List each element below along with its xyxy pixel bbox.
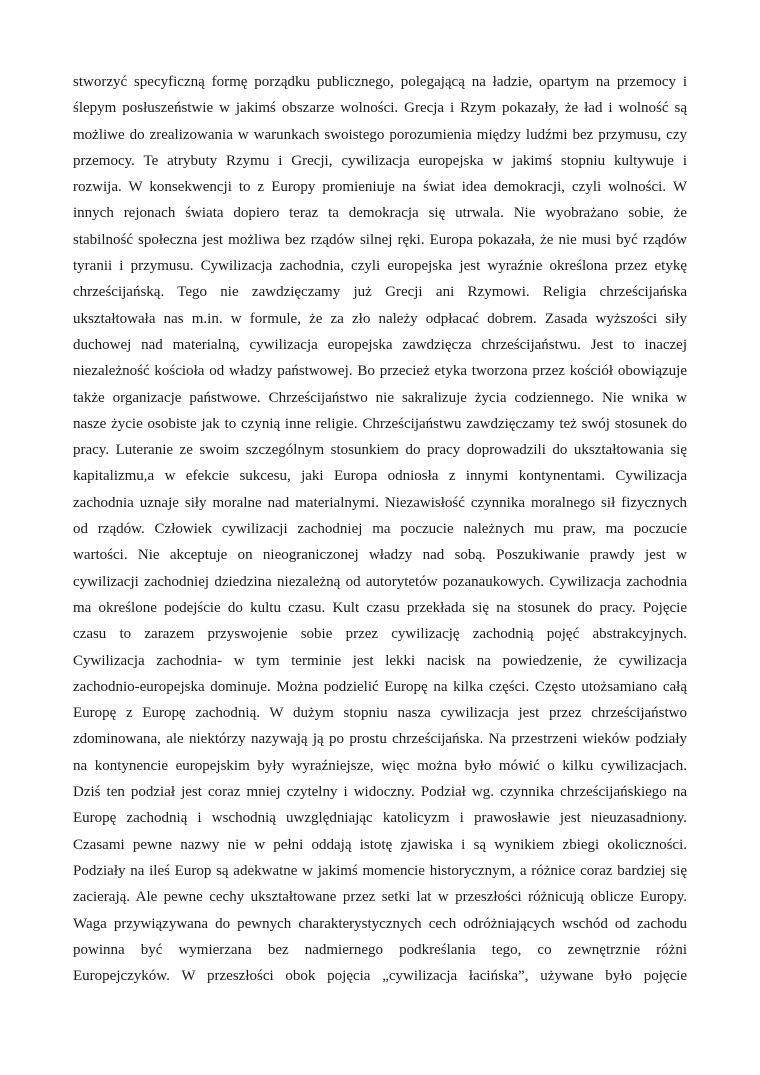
text-line: kapitalizmu,a w efekcie sukcesu, jaki Europa odniosła z innymi kontynentami. Cywilizacja [73,468,687,485]
text-line: chrześcijańską. Tego nie zawdzięczamy już Grecji ani Rzymowi. Religia chrześcijańska [73,284,687,301]
text-line: tyranii i przymusu. Cywilizacja zachodnia, czyli europejska jest wyraźnie określona przez etykę [73,258,687,275]
text-line: od rządów. Człowiek cywilizacji zachodniej ma poczucie należnych mu praw, ma poczucie [73,521,687,538]
text-line: Podziały na ileś Europ są adekwatne w jakimś momencie historycznym, a różnice coraz bardziej się [73,862,687,879]
text-line: Cywilizacja zachodnia- w tym terminie jest lekki nacisk na powiedzenie, że cywilizacja [73,652,687,669]
text-line: ślepym posłuszeństwie w jakimś obszarze wolności. Grecja i Rzym pokazały, że ład i wolność są [73,100,687,117]
text-line: wartości. Nie akceptuje on nieograniczonej władzy nad sobą. Poszukiwanie prawdy jest w [73,547,687,564]
text-line: pracy. Luteranie ze swoim szczególnym stosunkiem do pracy doprowadzili do ukształtowania się [73,442,687,459]
text-line: Dziś ten podział jest coraz mniej czytelny i widoczny. Podział wg. czynnika chrześcijańskiego na [73,784,687,801]
text-line: zachodnio-europejska dominuje. Można podzielić Europę na kilka części. Często utożsamiano całą [73,678,687,695]
text-line: niezależność kościoła od władzy państwowej. Bo przecież etyka tworzona przez kościół obowiązuje [73,363,687,380]
text-line: stworzyć specyficzną formę porządku publicznego, polegającą na ładzie, opartym na przemocy i [73,74,687,90]
text-line: powinna być wymierzana bez nadmiernego podkreślania tego, co zewnętrznie różni [73,941,687,958]
text-line: także organizacje państwowe. Chrześcijaństwo nie sakralizuje życia codziennego. Nie wnika w [73,389,687,406]
text-line: innych rejonach świata dopiero teraz ta demokracja się utrwala. Nie wyobrażano sobie, że [73,205,687,222]
text-line: duchowej nad materialną, cywilizacja europejska zawdzięcza chrześcijaństwu. Jest to inaczej [73,336,687,353]
text-line: Waga przywiązywana do pewnych charakterystycznych cech odróżniających wschód od zachodu [73,915,687,932]
text-line: nasze życie osobiste jak to czynią inne religie. Chrześcijaństwu zawdzięczamy też swój stosunek do [73,415,687,432]
text-line: możliwe do zrealizowania w warunkach swoistego porozumienia między ludźmi bez przymusu, czy [73,126,687,143]
text-line: czasu to zarazem przyswojenie sobie przez cywilizację zachodnią pojęć abstrakcyjnych. [73,626,687,643]
text-line: zacierają. Ale pewne cechy ukształtowane przez setki lat w przeszłości różnicują oblicze Europy. [73,889,687,906]
text-line: zdominowana, ale niektórzy nazywają ją po prostu chrześcijańska. Na przestrzeni wieków podziały [73,731,687,748]
text-line: Europę z Europę zachodnią. W dużym stopniu nasza cywilizacja jest przez chrześcijaństwo [73,705,687,722]
text-line: Europejczyków. W przeszłości obok pojęcia „cywilizacja łacińska”, używane było pojęcie [73,968,687,985]
text-line: cywilizacji zachodniej dziedzina niezależną od autorytetów pozanaukowych. Cywilizacja zachodnia [73,573,687,590]
text-line: ma określone podejście do kultu czasu. Kult czasu przekłada się na stosunek do pracy. Pojęcie [73,599,687,616]
text-line: ukształtowała nas m.in. w formule, że za zło należy odpłacać dobrem. Zasada wyższości siły [73,310,687,327]
text-line: Czasami pewne nazwy nie w pełni oddają istotę zjawiska i są wynikiem zbiegi okoliczności. [73,836,687,853]
text-line: Europę zachodnią i wschodnią uwzględniając katolicyzm i prawosławie jest nieuzasadniony. [73,810,687,827]
body-text [73,69,687,989]
text-line: rozwija. W konsekwencji to z Europy promieniuje na świat idea demokracji, czyli wolności. W [73,179,687,196]
text-line: na kontynencie europejskim były wyraźniejsze, więc można było mówić o kilku cywilizacjach. [73,757,687,774]
text-line: zachodnia uznaje siły moralne nad materialnymi. Niezawisłość czynnika moralnego sił fizycznych [73,494,687,511]
text-line: przemocy. Te atrybuty Rzymu i Grecji, cywilizacja europejska w jakimś stopniu kultywuje i [73,152,687,169]
text-line: stabilność społeczna jest możliwa bez rządów silnej ręki. Europa pokazała, że nie musi być rządów [73,231,687,248]
